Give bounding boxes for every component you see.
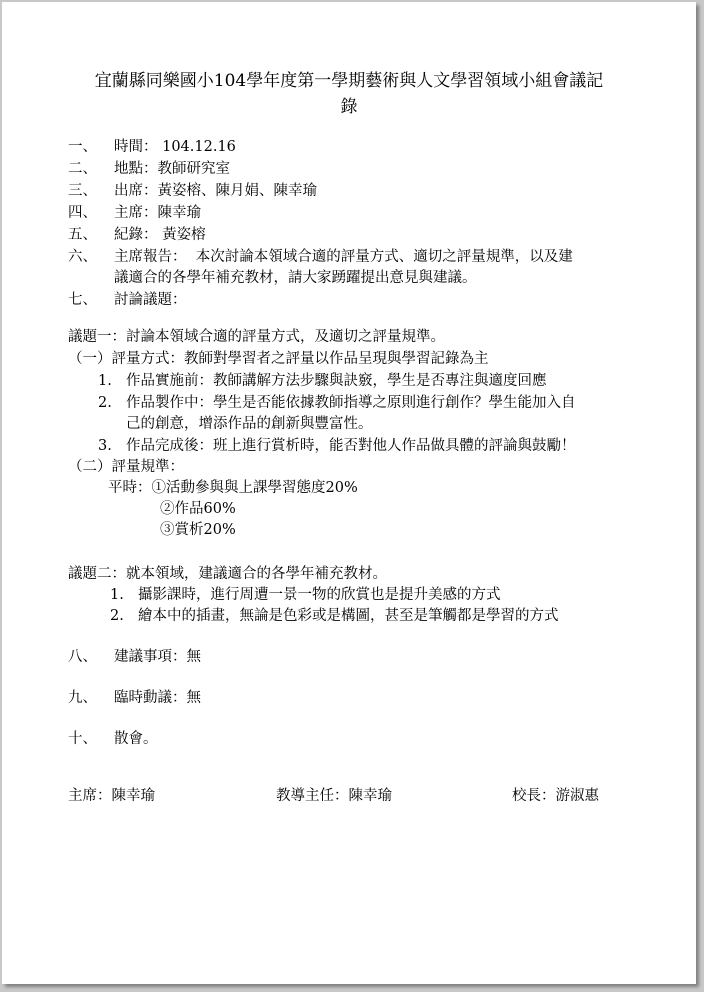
topic1-point3: 3. 作品完成後：班上進行賞析時，能否對他人作品做具體的評論與鼓勵！	[98, 438, 576, 454]
topic1-point2: 2. 作品製作中：學生是否能依據教師指導之原則進行創作？學生能加入自	[98, 395, 576, 411]
document-page: 宜蘭縣同樂國小104學年度第一學期藝術與人文學習領域小組會議記 錄 一、 時間： 104.12.16 二、 地點：教師研究室 三、 出席：黃姿榕、陳月娟、陳幸瑜 四、 主席：陳幸瑜 五、 紀錄： 黃姿榕 六、 主席報告： 本次討論本領域合適的評量方式、適切之評量規準，以及建 議適合的各學年補充教材，請大家踴躍提出意見與建議。 七、 討論議題： 議題一：討論本領域合適的評量方式，及適切之評量規準。 （一）評量方式：教師對學習者之評量以作品呈現與學習記錄為主 1. 作品實施前：教師講解方法步驟與訣竅，學生是否專注與適度回應 2. 作品製作中：學生是否能依據教師指導之原則進行創作？學生能加入自 己的創意，增添作品的創新與豐富性。 3. 作品完成後：班上進行賞析時，能否對他人作品做具體的評論與鼓勵！ （二）評量規準： 平時：①活動參與與上課學習態度20% ②作品60% ③賞析20% 議題二：就本領域，建議適合的各學年補充教材。 1. 攝影課時，進行周遭一景一物的欣賞也是提升美感的方式 2. 繪本中的插畫，無論是色彩或是構圖，甚至是筆觸都是學習的方式 八、 建議事項：無 九、 臨時動議：無 十、 散會。 主席：陳幸瑜 教導主任：陳幸瑜 校長：游淑惠	[2, 2, 696, 984]
meeting-date: 104.12.16	[162, 139, 236, 155]
topic1-point1: 1. 作品實施前：教師講解方法步驟與訣竅，學生是否專注與適度回應	[98, 373, 547, 389]
topic1-point2-line2: 己的創意，增添作品的創新與豐富性。	[126, 416, 373, 432]
topic2-heading: 議題二：就本領域，建議適合的各學年補充教材。	[68, 566, 387, 582]
signature-principal: 校長：游淑惠	[512, 788, 599, 804]
topic2-point1: 1. 攝影課時，進行周遭一景一物的欣賞也是提升美感的方式	[110, 587, 501, 603]
document-title-line1: 宜蘭縣同樂國小104學年度第一學期藝術與人文學習領域小組會議記	[94, 71, 604, 91]
criteria-appreciation: ③賞析20%	[160, 522, 236, 538]
topic1-heading: 議題一：討論本領域合適的評量方式，及適切之評量規準。	[68, 329, 445, 345]
topic2-point2: 2. 繪本中的插畫，無論是色彩或是構圖，甚至是筆觸都是學習的方式	[110, 608, 559, 624]
topic1-sub1: （一）評量方式：教師對學習者之評量以作品呈現與學習記錄為主	[68, 351, 489, 367]
item-chair-report-line2: 議適合的各學年補充教材，請大家踴躍提出意見與建議。	[114, 270, 477, 286]
criteria-daily: 平時：①活動參與與上課學習態度20%	[108, 480, 358, 496]
document-title-line2: 錄	[340, 97, 358, 117]
signature-chair: 主席：陳幸瑜	[68, 788, 155, 804]
signature-director: 教導主任：陳幸瑜	[276, 788, 392, 804]
criteria-works: ②作品60%	[160, 501, 236, 517]
topic1-sub2: （二）評量規準：	[68, 459, 184, 475]
